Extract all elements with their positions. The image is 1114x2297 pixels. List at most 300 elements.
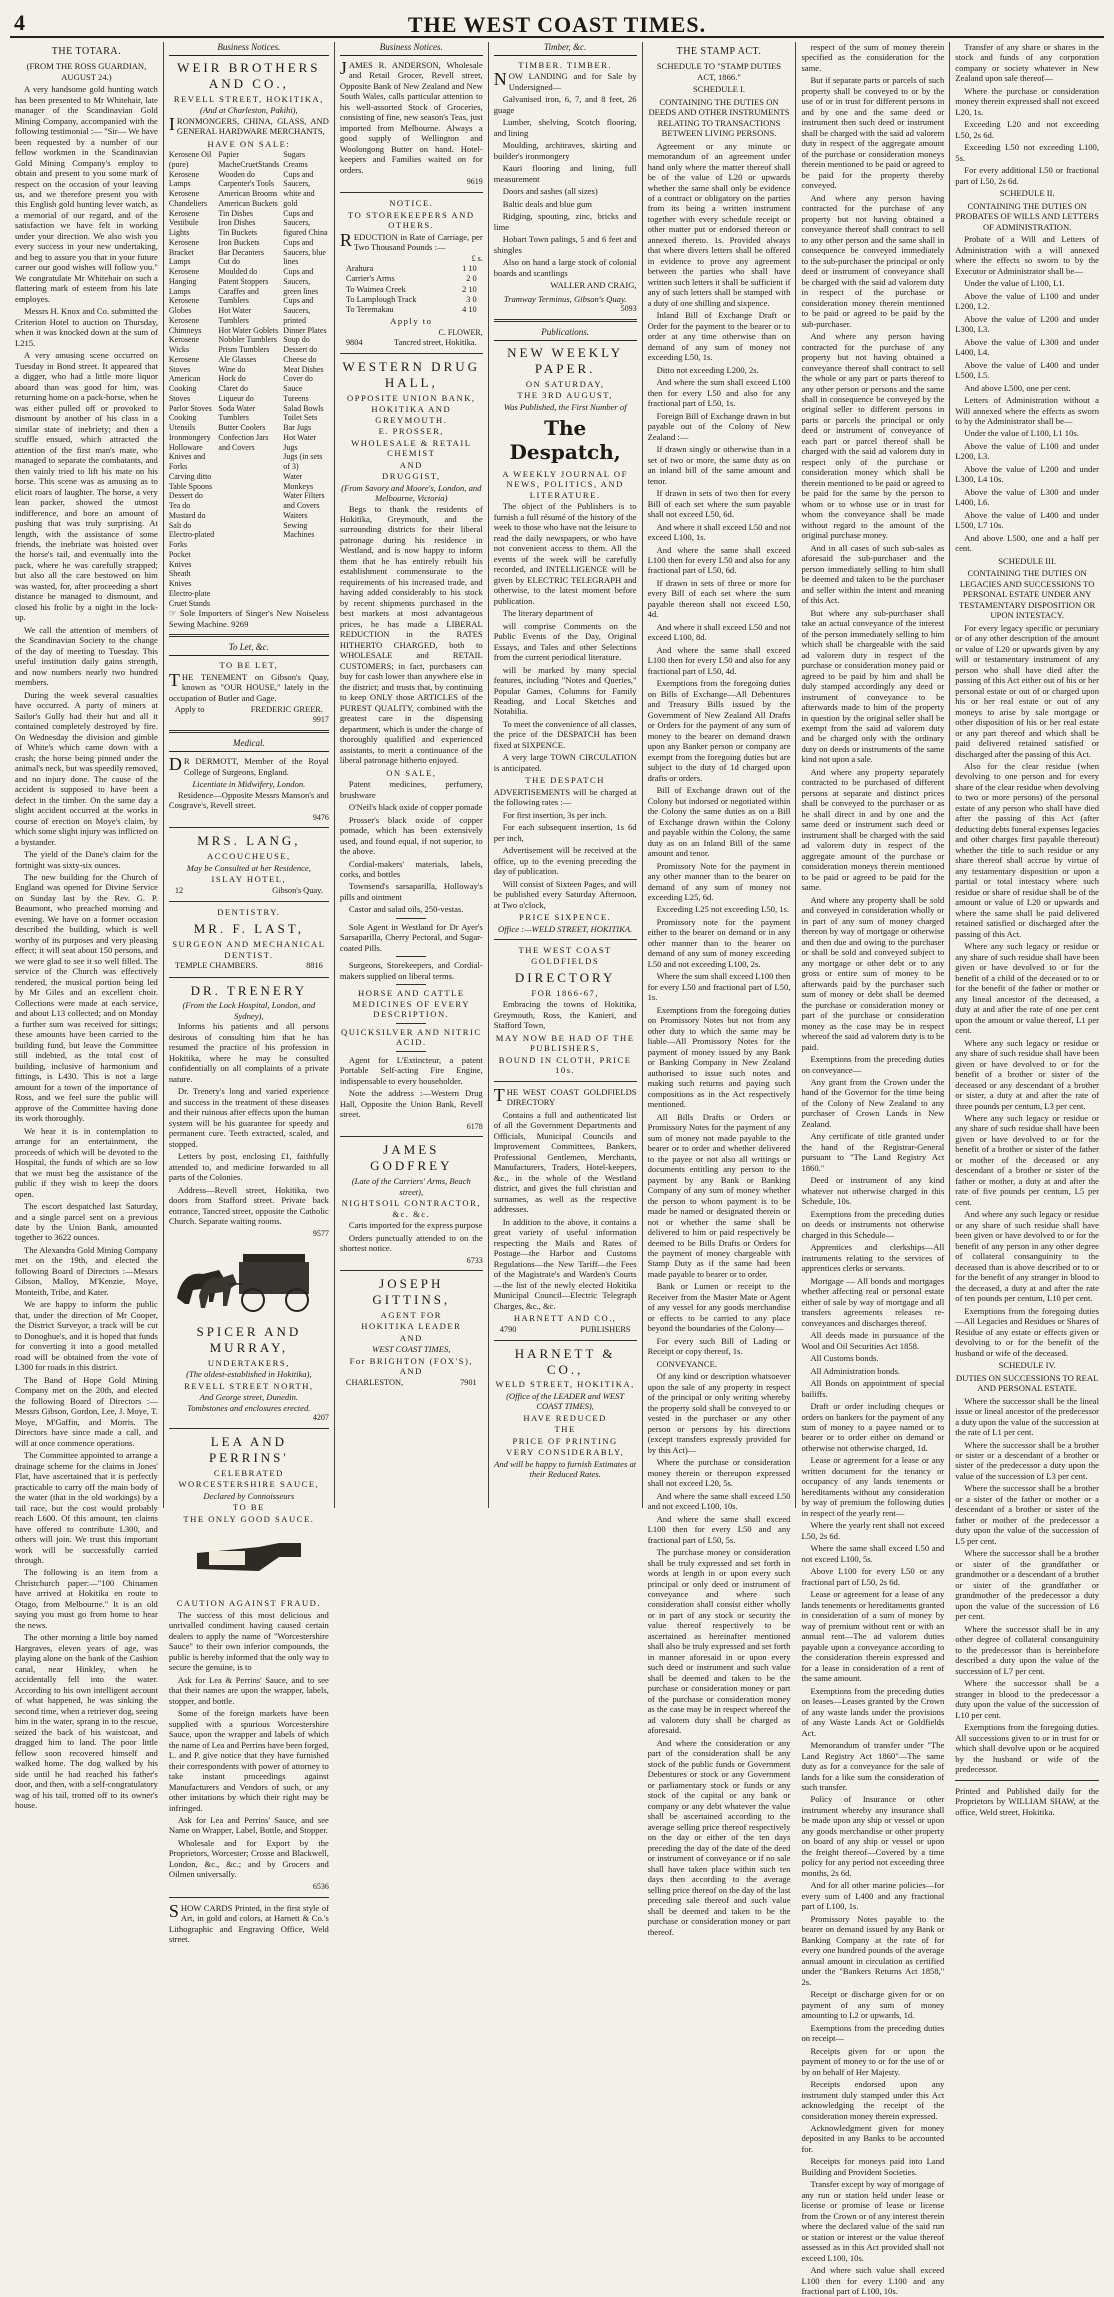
lang-name: MRS. LANG, — [197, 833, 301, 849]
list-item: Soda Water Tumblers — [218, 403, 256, 423]
paragraph: And where such value shall exceed L100 then for every L100 and any fractional part of L100, 10s. — [801, 2265, 945, 2297]
paragraph: Transfer of any share or shares in the stock and funds of any corporation company or society whatever in New Zealand upon sale thereof— — [955, 42, 1099, 84]
lea-declared: Declared by Connoisseurs — [203, 1490, 295, 1501]
paragraph: Moulding, architraves, skirting and builder's ironmongery — [493, 140, 637, 161]
paragraph: Above the value of L400 and under L500, L7 10s. — [955, 509, 1099, 531]
weekly-desc: A WEEKLY JOURNAL OF NEWS, POLITICS, AND LITERATURE. — [502, 468, 628, 500]
weekly-price: PRICE SIXPENCE. — [519, 912, 612, 923]
paragraph: Where the successor shall be a stranger in blood to the predecessor a duty upon the value of the succession of L10 per cent. — [955, 1678, 1099, 1720]
divider — [340, 353, 483, 354]
list-item: Water Filters and Covers — [283, 491, 325, 511]
paragraph: Above the value of L200 and under L300, L4 10s. — [955, 463, 1099, 485]
paragraph: Exceeding L50 not exceeding L100, 5s. — [955, 142, 1099, 163]
paragraph: Under the value of L100, L1. — [964, 278, 1065, 289]
paragraph: Ridging, spouting, zinc, bricks and lime — [493, 211, 637, 232]
gittins-times: WEST COAST TIMES, — [372, 1344, 451, 1355]
lea-celebrated: CELEBRATED — [213, 1467, 284, 1478]
paragraph: Letters of Administration without a Will annexed where the effects as sworn to by the Administrator shall be— — [955, 395, 1099, 426]
drug-onsale: ON SALE, — [386, 767, 437, 778]
paragraph: Ask for Lea and Perrins' Sauce, and see Name on Wrapper, Label, Bottle, and Stopper. — [168, 1815, 329, 1836]
list-item: Hock do — [218, 374, 246, 384]
directory2-role: 4790 PUBLISHERS — [499, 1324, 631, 1334]
list-item: Meat Dishes — [283, 364, 324, 374]
masthead — [10, 8, 1104, 38]
list-item: Kerosene Lamps — [168, 169, 200, 189]
timber-addr: Tramway Terminus, Gibson's Quay. — [503, 293, 627, 304]
weekly-rate2: For each subsequent insertion, 1s 6d per inch, — [493, 822, 637, 843]
paragraph: A very handsome gold hunting watch has been presented to Mr Whitehair, late manager of the Scandinavian Gold Mining Company, accompanied with the following testimonial :— "Sir— We have been requested by a number of our fellow workmen in the Scandinavian Gold Mining Company's employ to obtain and present to you some mark of respect on the occasion of your leaving us, and we therefore present you with this English gold hunting lever watch, as a memorial of our regard, and of the satisfaction we have felt in working under your direction. We also wish you every success in your new undertaking, and beg to assure you that in your future career our good wishes will follow you." We congratulate Mr Whitehair on such a flattering mark of esteem from his late employes. — [15, 84, 158, 304]
directory-bound: BOUND IN CLOTH, PRICE 10s. — [498, 1054, 632, 1076]
rate-value: 2 0 — [466, 274, 477, 284]
section-header: Medical. — [169, 738, 329, 752]
section-header: Business Notices. — [169, 42, 329, 56]
anderson-body: JAMES R. ANDERSON, Wholesale and Retail Grocer, Revell street, Opposite Bank of New Zealand and New South Wales, calls particular attention to his well-assorted Stock of Groceries, consisting of fine, new season's Teas, just imported from Melbourne. Always a good supply of Wellington and Woolongong Butter on hand. Hotel-keepers and Families waited on for orders. — [339, 57, 483, 175]
paragraph: Exemptions from the foregoing duties. All successions given to or in trust for or which shall devolve upon or be acquired by the husband or wife of the predecessor. — [955, 1722, 1099, 1775]
dentistry-title: DENTISTRY. — [217, 906, 281, 917]
list-item: Water Monkeys — [283, 471, 314, 491]
paragraph: The purchase money or consideration shall be truly expressed and set forth in words at length in or upon every such principal or only deed or instrument of conveyance and where such consideration shall consist either wholly or in part of any stock or security the value thereof respectively to be ascertained as hereinafter mentioned shall also be truly expressed and set forth in manner aforesaid in or upon every such deed or instrument and such value shall be deemed and taken to be the purchase or consideration money or part of the purchase or consideration money as the case may be in respect whereof the ad valorem duty shall be charged as aforesaid. — [647, 1547, 791, 1736]
paragraph: Lumber, shelving, Scotch flooring, and lining — [493, 117, 637, 138]
paragraph: Any grant from the Crown under the hand of the Governor for the time being of the Colony of New Zealand to any purchaser of Crown Lands in New Zealand. — [801, 1076, 945, 1129]
dermott-body: DR DERMOTT, Member of the Royal College of Surgeons, England. — [168, 754, 329, 777]
paragraph: Above the value of L300 and under L400, L4. — [955, 336, 1099, 358]
list-item: Iron Buckets — [218, 237, 260, 247]
paragraph: Above the value of L100 and under L200, L3. — [955, 440, 1099, 462]
harnett-price: PRICE OF PRINTING — [512, 1435, 618, 1446]
list-item: Kerosene Oil (pure) — [168, 150, 212, 169]
weekly-office: Office :—WELD STREET, HOKITIKA. — [498, 923, 633, 934]
paragraph: Exceeding L20 and not exceeding L50, 2s 6d. — [955, 119, 1099, 140]
list-item: Cups and Saucers, blue lines — [283, 237, 326, 267]
list-item: Carving ditto — [168, 471, 212, 481]
notice-sub: TO STOREKEEPERS AND OTHERS. — [348, 209, 475, 231]
paragraph: Some of the foreign markets have been supplied with a spurious Worcestershire Sauce, upon the wrapper and labels of which the name of Lea and Perrins have been forged, L. and P. give notice that they have furnished their correspondents with power of attorney to take instant proceedings against Manufacturers and Vendors of such, or any other imitations by which their right may be infringed. — [168, 1708, 329, 1813]
paragraph: Townsend's sarsaparilla, Holloway's pills and ointment — [339, 881, 483, 902]
paragraph: Where any such legacy or residue or any share of such residue shall have been given or have devolved to or for the benefit of a child of the deceased or to or for the benefit of the father or mother or any lineal ancestor of the deceased, a duty at and after the rate of one per cent upon the amount or value thereof, L1 per cent. — [955, 941, 1099, 1036]
divider — [169, 1897, 329, 1898]
paragraph: The escort despatched last Saturday, and a single parcel sent on a previous date by the Union Bank, amounted together to 3622 ounces. — [15, 1201, 158, 1243]
list-item: Moulded do — [218, 267, 258, 277]
divider — [169, 827, 329, 828]
harnett-name: HARNETT & CO., — [514, 1345, 616, 1377]
paragraph: If drawn singly or otherwise than in a set of two or more, the same duty as on an inland bill of the same amount and tenor. — [647, 444, 791, 486]
ad-weir-name: WEIR BROTHERS AND CO., — [177, 59, 321, 91]
paragraph: To meet the convenience of all classes, the price of the DESPATCH has been fixed at SIXPENCE. — [493, 718, 637, 750]
section-header: Timber, &c. — [494, 42, 637, 56]
list-item: Electro-plated Forks — [168, 530, 215, 550]
ad-number: 9577 — [312, 1228, 329, 1238]
paragraph: will comprise Comments on the Public Events of the Day, Original Essays, and Tales and other Selections from the current periodical literature. — [493, 620, 637, 663]
paragraph: The literary department of — [502, 608, 594, 619]
paragraph: Mortgage — All bonds and mortgages whether affecting real or personal estate either of sale by way of mortgage and all transfers agreements releases re-conveyances and discharges thereof. — [801, 1275, 945, 1328]
list-item: American Cooking Stoves — [168, 374, 201, 403]
paragraph: But where any sub-purchaser shall take an actual conveyance of the interest of the person immediately selling to him which shall be chargeable with the said ad valorem duty in respect of the purchase or consideration money paid or agreed to be paid by him and shall be duly stamped accordingly any deed or instrument of conveyance to be afterwards made to him of the property in question by the original seller shall be exempt from the said ad valorem duty and be charged only with the ordinary duty on deeds or instruments of the same kind not upon a sale. — [801, 607, 945, 765]
paragraph: Kauri flooring and lining, full measurement — [493, 163, 637, 184]
directory2-body: Contains a full and authenticated list of all the Government Departments and Officials, Municipal Councils and Improvement Committees, Bankers, Professional Gentlemen, Merchants, Manufacturers, Traders, Hotel-keepers, &c., in the whole of the Westland district, and gives the full christian and surnames, as well as the respective addresses. — [493, 1109, 637, 1215]
dentistry-role: SURGEON AND MECHANICAL DENTIST. — [172, 939, 326, 960]
divider — [169, 634, 329, 637]
paragraph: Inland Bill of Exchange Draft or Order for the payment to the bearer or to order at any time otherwise than on demand of any sum of money not exceeding L50, 1s. — [647, 310, 791, 363]
list-item: Dessert do — [168, 491, 203, 501]
list-item: American Buckets — [218, 198, 278, 208]
dentistry-addr: TEMPLE CHAMBERS. 8816 — [174, 961, 323, 971]
drug-quick: QUICKSILVER AND NITRIC ACID. — [340, 1026, 482, 1048]
rate-row — [340, 305, 483, 315]
paragraph: Receipts given for or upon the payment of money to or for the use of or by on behalf of Her Majesty. — [801, 2045, 945, 2077]
paragraph: The Committee appointed to arrange a drainage scheme for the claims in Jones' Flat, have ascertained that it is perfectly practicable to carry off the main body of the water (that in the old workings) by a tail race, but the cost would probably reach L600. Of this amount, ten claims have offered to contribute L300, and others will join. We trust this important work will be successfully carried through. — [15, 1450, 158, 1565]
list-item: Ale Glasses — [218, 354, 257, 364]
paragraph: Apprentices and clerkships—All instruments relating to the services of apprentices clerks or servants. — [801, 1242, 945, 1274]
paragraph: Hobart Town palings, 5 and 6 feet and shingles — [493, 234, 637, 255]
directory-may: MAY NOW BE HAD OF THE PUBLISHERS, — [495, 1032, 635, 1054]
list-item: Hot Water Goblets — [218, 325, 279, 335]
paragraph: Also on hand a large stock of colonial boards and scantlings — [493, 257, 637, 278]
schedule-3-desc: CONTAINING THE DUTIES ON LEGACIES AND SUCCESSIONS TO PERSONAL ESTATE UNDER ANY TESTAMENTARY DISPOSITION OR UPON INTESTACY. — [959, 568, 1096, 621]
gittins-and: AND — [399, 1332, 423, 1343]
paragraph: Where the same shall exceed L50 and not exceed L100, 5s. — [801, 1543, 945, 1564]
paragraph: Address—Revell street, Hokitika, two doors from Stafford street. Private back entrance, Tancred street, opposite the Catholic Church. Separate waiting rooms. — [168, 1184, 329, 1227]
paragraph: And where the same shall exceed L100 then for every L50 and also for any fractional part of L50, 4d. — [647, 644, 791, 676]
list-item: Sauce Tureens — [283, 384, 309, 403]
schedule-1-desc: CONTAINING THE DUTIES ON DEEDS AND OTHER INSTRUMENTS RELATING TO TRANSACTIONS BETWEEN LIVING PERSONS. — [648, 96, 790, 139]
paper-title: THE WEST COAST TIMES. — [407, 12, 707, 37]
carriage-rates — [340, 264, 483, 315]
trenery-body — [169, 1021, 329, 1226]
paragraph: For every legacy specific or pecuniary or of any other description of the amount or value of L20 or upwards given by any will or testamentary instrument of any person who shall have died after the passing of this Act either out of his or her personal estate or out of or charged upon his or her real estate or out of any moneys to arise by sale mortgage or other disposition of his or her real estate or any part thereof and which shall be paid delivered retained satisfied or discharged after the passing of this Act. — [955, 622, 1099, 759]
list-item: Parlor Stoves — [168, 403, 212, 413]
lang-place: ISLAY HOTEL, — [211, 874, 287, 885]
list-item: Tin Buckets — [218, 228, 258, 238]
paragraph: Letters by post, enclosing £1, faithfully attended to, and medicine forwarded to all parts of the Colonies. — [168, 1151, 329, 1183]
gittins-agent: AGENT FOR — [380, 1310, 442, 1320]
paragraph: Lease or agreement for a lease or any written document for the tenancy or occupancy of any lands tenements or hereditaments without any consideration by way of premium the following duties in respect of the yearly rent— — [801, 1455, 945, 1518]
to-let-body: THE TENEMENT on Gibson's Quay, known as "OUR HOUSE," lately in the occupation of Butler and Gage. — [168, 669, 329, 703]
list-item: Bar Decanters — [218, 247, 264, 257]
drug-surgeons: Surgeons, Storekeepers, and Cordial-makers supplied on liberal terms. — [339, 960, 483, 981]
list-item: Kerosene Globes — [168, 296, 200, 316]
schedule-2: SCHEDULE II. — [999, 188, 1055, 199]
weekly-rate1: For first insertion, 3s per inch. — [502, 809, 608, 820]
list-item: Dessert do — [283, 345, 318, 355]
list-item: Patent Stoppers — [218, 276, 269, 286]
paragraph: All Bills Drafts or Orders or Promissory Notes for the payment of any sum of money not made payable to the bearer or to order and whether delivered to the payee or not also all writings or documents entitling any person to the payment by any Bank or Banking Company of any sum of money whether the person to whom payment is to be made be named or designated therein or not or whether the same shall be delivered to him or paid respectively be deemed to be Bills Drafts or Orders for the payment of money chargeable with Stamp Duty as if the same had been made payable to bearer or to order. — [647, 1111, 791, 1279]
schedule-4-body — [955, 1396, 1099, 1775]
page-number: 4 — [14, 10, 25, 35]
paragraph: Deed or instrument of any kind whatever not otherwise charged in this Schedule, 10s. — [801, 1175, 945, 1207]
separator — [396, 984, 426, 985]
paragraph: Above the value of L100 and under L200, L2. — [955, 290, 1099, 312]
spicer-est: (The oldest-established in Hokitika), — [186, 1369, 312, 1380]
paragraph: All Bonds on appointment of special bailiffs. — [801, 1378, 945, 1399]
timber-items — [494, 94, 637, 278]
paragraph: Promissory Note for the payment in any other manner than to the bearer on demand of any sum of money not exceeding L25, 6d. — [647, 860, 791, 902]
paragraph: Policy of Insurance or other instrument whereby any insurance shall be made upon any ship or vessel or upon any goods merchandise or other property on board of any ship or vessel or upon the freight thereof—Covered by a time policy for any period not exceeding three months, 2s 6d. — [801, 1794, 945, 1878]
paragraph: And where any person having contracted for the purchase of any property but not having obtained a conveyance thereof shall contract to sell the whole or any part or parts thereof to any other person or persons and the same shall in consequence be conveyed by the original seller to different persons in parts or parcels the principal or only deed or instrument of conveyance of each part or parcel thereof shall be charged with the said ad valorem duty in respect only of the purchase or consideration money which shall be therein mentioned to be paid or agreed to be paid for the same by the person to whom or to whose use or in trust for whom the conveyance shall be made without regard to the amount of the original purchase money. — [801, 331, 945, 541]
weekly-contain: Will consist of Sixteen Pages, and will be published every Saturday Afternoon, at Two o'clock, — [493, 878, 637, 910]
divider — [340, 192, 483, 193]
paragraph: Transfer except by way of mortgage of any run or station held under lease or license or promise of lease or license from the Crown or of any interest therein where the declared value of the said run or station or interest or the value thereof assessed as in this Act provided shall not exceed L100, 10s. — [801, 2179, 945, 2263]
paragraph: Above L100 for every L50 or any fractional part of L50, 2s 6d. — [801, 1566, 945, 1587]
paragraph: And in all cases of such sub-sales as aforesaid the sub-purchaser and the person immediately selling to him shall be deemed and taken to be the purchaser and seller within the intent and meaning of this Act. — [801, 542, 945, 606]
paragraph: Any certificate of title granted under the hand of the Registrar-General pursuant to "The Land Registry Act 1860." — [801, 1131, 945, 1173]
rate-value: 4 10 — [462, 305, 477, 315]
stamp-act-body — [648, 141, 791, 1937]
hearse-engraving — [169, 1242, 329, 1320]
paragraph: If drawn in sets of two then for every Bill of each set where the sum payable shall not exceed L50, 6d. — [647, 488, 791, 520]
paragraph: And above L500, one per cent. — [964, 382, 1071, 393]
paragraph: And above L500, one and a half per cent. — [955, 532, 1099, 554]
bottle-icon — [189, 1531, 309, 1591]
weekly-title: NEW WEEKLY PAPER. — [507, 344, 624, 376]
list-item: Cups and Saucers, figured China — [283, 208, 328, 238]
column-7 — [950, 42, 1104, 1817]
paragraph: The new building for the Church of England was opened for Divine Service on Sunday last by the Rev. G. P. Beaumont, who preached morning and evening. We have on a former occasion described the building, which is well worthy of its purposes and very pleasing effect; it will seat about 150 persons, and we were glad to see it so well filled. The service of the Church was effectively rendered, the musical portion being led by Mr Giles and an excellent choir. Collections were made at each service, and about L13 collected; and on Monday a further sum was received for sittings; these amounts have been carried to the building fund, but leave the Committee still indebted, as the total cost of building, inclusive of harmonium and fittings, is L430. This is not a large amount for a town of the importance of Ross, and we feel sure the public will approve of the Committee having done its work thoroughly. — [15, 872, 158, 1124]
drug-agent: Sole Agent in Westland for Dr Ayer's Sarsaparilla, Cherry Pectoral, and Sugar-coated Pills. — [339, 921, 483, 953]
list-item: Confection Jars and Covers — [218, 432, 269, 452]
lang-addr: 12 Gibson's Quay. — [174, 885, 323, 895]
list-item: Hot Water Tumblers — [218, 306, 252, 325]
paragraph: And where the same shall exceed L100 then for every L50 and also for any fractional part of L50, 6d. — [647, 544, 791, 576]
paragraph: Memorandum of transfer under "The Land Registry Act 1860"—The same duty as for a conveyance for the sale of lands for a like sum the consideration of such transfer. — [801, 1740, 945, 1792]
rate-place: Carrier's Arms — [345, 274, 395, 284]
directory2-extra: In addition to the above, it contains a great variety of useful information respecting the Mails and Rates of Postage—the Harbor and Customs Regulations—the New Tariff—the Fees of the Magistrate's and Warden's Courts—the list of the newly elected Hokitika Municipal Council—Electric Telegraph Charges, &c., &c. — [493, 1216, 637, 1311]
paragraph: Of any kind or description whatsoever upon the sale of any property in respect of the principal or only writing whereby the property sold shall be conveyed to or vested in the purchaser or any other person or persons by his directions (except transfers expressly provided for by this Act)— — [647, 1371, 791, 1455]
weekly-despatch: THE DESPATCH — [525, 775, 605, 786]
paragraph: Where the successor shall be a brother or sister or a descendant of a brother or sister of the predecessor a duty upon the value of the succession of L3 per cent. — [955, 1439, 1099, 1481]
paragraph: And where the same shall exceed L50 and not exceed L100, 10s. — [647, 1490, 791, 1512]
godfrey-carts: Carts imported for the express purpose — [348, 1220, 483, 1231]
list-item: Kerosene Bracket Lamps — [168, 237, 200, 267]
drug-and: AND — [399, 459, 423, 470]
paragraph: A very large TOWN CIRCULATION is anticipated. — [493, 752, 637, 773]
list-item: Tea do — [168, 501, 191, 511]
drug-trade: WHOLESALE & RETAIL CHEMIST — [351, 437, 472, 459]
stamp-act-title: THE STAMP ACT. — [676, 46, 762, 57]
paragraph: The object of the Publishers is to furnish a full résumé of the history of the week to those who have not the leisure to read the daily newspapers, or who have not convenient access to them. All the events of the week will be carefully recorded, and INTELLIGENCE will be given by ELECTRIC TELEGRAPH and otherwise, to the latest moment before publication. — [493, 501, 637, 606]
paragraph: We are happy to inform the public that, under the direction of Mr Cooper, the District Surveyor, a track will be cut to Donoghue's, and it is hoped that funds for converting it into a good metalled road will be obtained from the vote of L300 for roads in this district. — [15, 1299, 158, 1373]
section-header: To Let, &c. — [169, 642, 329, 656]
drug-druggist: DRUGGIST, — [382, 471, 441, 482]
columns — [10, 42, 1104, 2297]
rate-row — [340, 274, 483, 284]
list-item: Carpenter's Tools — [218, 179, 275, 189]
divider — [169, 1428, 329, 1429]
list-item: Cooking Utensils — [168, 413, 197, 433]
drug-note: Note the address :—Western Drug Hall, Opposite the Union Bank, Revell street. — [339, 1088, 483, 1120]
paragraph: Promissory note for the payment either to the bearer on demand or in any other manner than to the bearer on demand of any sum of money exceeding L50 and not exceeding L100, 2s. — [647, 916, 791, 969]
list-item: Holloware — [168, 442, 203, 452]
list-item: Papier MacheCruetStands — [218, 150, 280, 169]
paragraph: Where the yearly rent shall not exceed L50, 2s 6d. — [801, 1520, 945, 1541]
gittins-name: JOSEPH GITTINS, — [372, 1276, 451, 1308]
paragraph: Ditto not exceeding L200, 2s. — [656, 364, 759, 375]
paragraph: The Alexandra Gold Mining Company met on the 19th, and elected the following Board of Directors :—Messrs Gibson, Malloy, M'Kenzie, Moye, Monteith, Tribe, and Kater. — [15, 1244, 158, 1297]
list-item: Wooden do — [218, 169, 255, 179]
lea-body — [169, 1610, 329, 1880]
ad-number: 9917 — [312, 715, 329, 725]
imprint: Printed and Published daily for the Proprietors by WILLIAM SHAW, at the office, Weld street, Hokitika. — [955, 1785, 1099, 1817]
schedule-3-body — [955, 623, 1099, 1358]
list-item: Cups and Saucers, white and gold — [283, 169, 315, 208]
schedule-2-desc: CONTAINING THE DUTIES ON PROBATES OF WILLS AND LETTERS OF ADMINISTRATION. — [955, 200, 1099, 232]
paragraph: Where the sum shall exceed L100 then for every L50 and fractional part of L50, 1s. — [647, 971, 791, 1003]
weekly-body — [494, 501, 637, 773]
divider — [494, 319, 637, 322]
paragraph: All Administration bonds. — [810, 1365, 900, 1376]
list-item: Creams — [283, 159, 308, 169]
paragraph: Acknowledgment given for money deposited in any Banks to be accounted for. — [801, 2123, 945, 2154]
paragraph: O'Neil's black oxide of copper pomade — [348, 802, 483, 813]
paragraph: And where the sum shall exceed L100 then for every L50 and also for any fractional part of L50, 1s. — [647, 377, 791, 409]
paragraph: Foreign Bill of Exchange drawn in but payable out of the Colony of New Zealand :— — [647, 410, 791, 442]
separator — [396, 956, 426, 957]
article-body — [15, 84, 158, 1810]
list-item: Prism Tumblers — [218, 345, 270, 355]
dermott-residence: Residence—Opposite Messrs Manson's and Cosgrave's, Revell street. — [168, 789, 329, 811]
trenery-name: DR. TRENERY — [190, 982, 308, 998]
despatch-masthead: The Despatch, — [509, 416, 621, 465]
drug-prop: E. PROSSER, — [378, 426, 445, 437]
paragraph: CONVEYANCE. — [656, 1358, 717, 1369]
divider — [169, 977, 329, 978]
schedule-3: SCHEDULE III. — [998, 555, 1057, 566]
paragraph: Under the value of L100, L1 10s. — [964, 428, 1079, 439]
paragraph: Where any such legacy or residue or any share of such residue shall have been given or have devolved to or for the benefit of a brother or sister of the father or mother of the deceased or any descendant of a brother or sister of the father or mother, a duty at and after the rate of five pounds per centum, L5 per cent. — [955, 1112, 1099, 1207]
drug-from: (From Savory and Moore's, London, and Melbourne, Victoria) — [341, 482, 482, 504]
paragraph: Begs to thank the residents of Hokitika, Greymouth, and the surrounding districts for their liberal patronage during his residence in Westland, and is now happy to inform them that he has entirely rebuilt his establishment commensurate to the requirements of his increased trade, and having added considerably to his stock by recent shipments purchased in the best markets at most advantageous prices, he has made a LIBERAL REDUCTION in the RATES HITHERTO CHARGED, both to WHOLESALE and RETAIL CUSTOMERS; in fact, purchasers can buy for cash lower than anywhere else in the district; and trusts that, by continuing to keep ONLY those ARTICLES of the PUREST QUALITY, combined with the greatest care in the dispensing department, which is under the charge of thoroughly qualified and experienced assistants, to merit a continuance of the liberal patronage hitherto enjoyed. — [339, 503, 483, 766]
divider — [169, 901, 329, 902]
paragraph: Prosser's black oxide of copper pomade, which has been extensively used, and found equal, if not superior, to the above. — [339, 814, 483, 857]
paragraph: A very amusing scene occurred on Tuesday in Bond street. It appeared that a digger, who had a little more liquor aboard than was good for him, was returning home on a pack-horse, when he was either pulled off or provoked to dismount by another of his class in a similar state of inebriety; and then a scuffle ensued, which attracted the attention of the first man's mate, who managed to separate the combatants, and then vainly tried to lift his mate on his horse. This scene was as amusing as to elicit roars of laughter. The horse, a very lean packer, showed the utmost indifference, and bore an amount of pushing that was truly surprising. At length, with the assistance of some friends, the inebriate was hoisted over the horse's tail, and eventually into the pack, where he was carefully strapped; but also all the care bestowed on him was wasted, for, after proceeding a short distance he managed to dismount, and closed his frolic by a night in the lock-up. — [15, 350, 158, 623]
paragraph: Above the value of L200 and under L300, L3. — [955, 313, 1099, 335]
stamp-act-continued — [801, 42, 944, 2297]
article-source: (FROM THE ROSS GUARDIAN, AUGUST 24.) — [26, 61, 147, 82]
list-item: Waiters — [283, 510, 308, 520]
paragraph: Where the successor shall be a brother or a sister of the father or mother or a descendant of a brother or sister of the father or mother of the predecessor a duty upon the value of the succession of L5 per cent. — [955, 1483, 1099, 1546]
dermott-licence: Licentiate in Midwifery, London. — [192, 779, 306, 790]
list-item: Electro-plate Cruet Stands — [168, 588, 211, 608]
ad-weir-branch: (And at Charleston, Pakihi), — [200, 105, 298, 116]
dentistry-name: MR. F. LAST, — [193, 921, 304, 937]
paragraph: During the week several casualties have occurred. A party of miners at Sailor's Gully had their hut and all it contained completely destroyed by fire. On Wednesday the division and gimble of White's which came down with a crash; the horse being pinned under the animal's neck, but was speedily removed, and no injury done. The cause of the accident is supposed to have been a defect in the timber. On the same day a slight accident occurred at the works in course of erection on Moye's claim, by which some slight injury was inflicted on a bystander. — [15, 689, 158, 847]
paragraph: And where it shall exceed L50 and not exceed L100, 8d. — [647, 621, 791, 643]
timber-body: NOW LANDING and for Sale by Undersigned— — [493, 69, 637, 92]
column-2 — [164, 42, 335, 1945]
notice-apply: Apply to — [390, 316, 433, 327]
paragraph: Also for the clear residue (when devolving to one person and for every share of the clear residue when devolving to two or more persons) of the personal estate of any person who shall have died after the passing of this Act (after deducting debts funeral expenses legacies and other charges first payable thereout) whether the title to such residue or any share thereof shall accrue by virtue of any testamentary disposition or upon a partial or total intestacy where such residue or share of residue shall be of the amount or value of L20 or upwards and where the same shall be paid delivered retained satisfied or discharged after the passing of this Act. — [955, 761, 1099, 939]
separator — [396, 918, 426, 919]
directory-embracing: Embracing the towns of Hokitika, Greymouth, Ross, the Kanieri, and Stafford Town, — [493, 999, 637, 1031]
paragraph: Exemptions from the preceding duties on leases—Leases granted by the Crown of any waste lands under the provisions of any Waste Lands Act or Goldfields Act. — [801, 1685, 945, 1738]
rate-value: 2 10 — [462, 284, 477, 294]
lea-name: LEA AND PERRINS' — [208, 1434, 289, 1466]
spicer-stones: Tombstones and enclosures erected. — [187, 1402, 311, 1413]
timber-title: TIMBER. TIMBER. — [518, 59, 613, 70]
spicer-role: UNDERTAKERS, — [207, 1358, 290, 1368]
paragraph: Promissory Notes payable to the bearer on demand issued by any Bank or Banking Company at the rate of for every one hundred pounds of the average annual amount in circulation as certified under the "Bankers Returns Act 1858," 2s. — [801, 1913, 945, 1987]
stamp-schedule: SCHEDULE TO "STAMP DUTIES ACT, 1866." — [656, 61, 782, 82]
list-item: Hot Water Jugs — [283, 432, 317, 452]
ad-number: 9476 — [312, 812, 329, 822]
column-4 — [489, 42, 643, 1508]
divider — [494, 1081, 637, 1082]
rate-place: To Teremakau — [345, 305, 394, 315]
list-item: Kerosene Stoves — [168, 354, 200, 374]
article-title: THE TOTARA. — [51, 46, 122, 57]
paragraph: Dr. Trenery's long and varied experience and success in the treatment of these diseases and their ruinous after effects upon the human system will be his guarantee for speedy and permanent cure. Teeth extracted, scaled, and stopped. — [168, 1086, 329, 1149]
paragraph: Exemptions from the foregoing duties—All Legacies and Residues or Shares of Residue of any estate or effects given or devolving to or for the benefit of the husband or wife of the deceased. — [955, 1305, 1099, 1358]
paragraph: Where the purchase or consideration money therein expressed shall not exceed L20, 1s. — [955, 85, 1099, 117]
godfrey-late: (Late of the Carriers' Arms, Beach street), — [351, 1176, 471, 1197]
paragraph: Exemptions from the foregoing duties on Promissory Notes but not from any other duty to which the same may be liable—All Promissory Notes for the payment of money issued by any Bank or Banking Company in New Zealand authorised to issue such notes and making such returns and paying such compositions as in the Act respectively mentioned. — [647, 1004, 791, 1110]
spicer-name: SPICER AND MURRAY, — [196, 1324, 302, 1356]
paragraph: But if separate parts or parcels of such property shall be conveyed to or by the use of or in trust for different persons in and by one and the same deed or instrument then such deed or instrument shall be charged with the said ad valorem duty in respect of the aggregate amount of the purchase or consideration moneys therein mentioned to be paid or agreed to be paid for the property thereby conveyed. — [801, 75, 945, 191]
paragraph: If drawn in sets of three or more for every Bill of each set where the sum payable thereon shall not exceed L50, 4d. — [647, 577, 791, 620]
paragraph: Exemptions from the foregoing duties on Bills of Exchange—All Debentures and Treasury Bills issued by the Government of New Zealand All Drafts or Orders for the payment of any sum of money to the bearer on demand drawn upon any Banker person or company are exempt from the foregoing duties but are subject to the duty of 1d charged upon drafts or orders. — [647, 678, 791, 783]
godfrey-name: JAMES GODFREY — [370, 1142, 453, 1174]
godfrey-orders: Orders punctually attended to on the shortest notice. — [339, 1232, 483, 1254]
timber-firm: WALLER AND CRAIG, — [550, 280, 637, 291]
ad-number: 6536 — [312, 1881, 329, 1891]
paragraph: Exemptions from the preceding duties on receipt— — [801, 2022, 945, 2044]
list-item: Tin Dishes — [218, 208, 254, 218]
gittins-for: For BRIGHTON (FOX'S), AND — [349, 1355, 473, 1377]
hearse-illustration — [169, 1244, 329, 1318]
column-1 — [10, 42, 164, 1811]
harnett-the: THE — [554, 1424, 576, 1435]
list-item: Pocket Knives — [168, 549, 192, 569]
paragraph: Galvanised iron, 6, 7, and 8 feet, 26 guage — [493, 94, 637, 115]
list-item: Butter Coolers — [218, 423, 266, 433]
ad-weir-trade: IRONMONGERS, CHINA, GLASS, AND GENERAL HARDWARE MERCHANTS, — [168, 113, 329, 137]
list-item: Kerosene Wicks — [168, 335, 200, 355]
list-item: Cover do — [283, 374, 313, 384]
divider — [494, 1340, 637, 1341]
ad-number: 6178 — [466, 1121, 483, 1131]
paragraph: Bill of Exchange drawn out of the Colony but indorsed or negotiated within the Colony the same duties as on a Bill of Exchange drawn within the Colony and payable within the Colony, the same duty as on an Inland Bill of the same amount and tenor. — [647, 785, 791, 859]
paragraph: We hear it is in contemplation to arrange for an entertainment, the proceeds of which will be devoted to the Hospital, the funds of which are so low that we must beg the assistance of the public if they wish to keep the doors open. — [15, 1125, 158, 1199]
paragraph: Above the value of L400 and under L500, L5. — [955, 359, 1099, 381]
to-let-apply: Apply to FREDERIC GREER. — [174, 705, 323, 715]
separator — [396, 1051, 426, 1052]
paragraph: Bank or Lumen or receipt to the Receiver from the Master Mate or Agent of any vessel for any goods merchandise or effects to be carried to any place beyond the boundaries of the Colony— — [647, 1281, 791, 1334]
notice-unit: £ s. — [471, 254, 483, 264]
paragraph: Probate of a Will and Letters of Administration with a will annexed where the effects so sworn to by the Executor or Administrator shall be— — [955, 234, 1099, 276]
list-item: Nobbler Tumblers — [218, 335, 277, 345]
harnett-office: (Office of the LEADER and WEST COAST TIMES), — [506, 1390, 625, 1412]
list-item: Sheath Knives — [168, 569, 192, 589]
rate-value: 3 0 — [466, 294, 477, 304]
list-item: Sugars — [283, 150, 306, 160]
paragraph: We call the attention of members of the Scandinavian Society to the change of the day of meeting to Tuesday. This useful institution daily gains strength, and now numbers nearly two hundred members. — [15, 624, 158, 688]
drug-items — [340, 779, 483, 915]
paragraph: will be marked by many special features, including "Notes and Queries," Popular Games, Columns for Family Reading, and Local Sketches and Notabilia. — [493, 664, 637, 717]
lang-role: ACCOUCHEUSE, — [207, 851, 291, 862]
rate-value: 1 10 — [462, 264, 477, 274]
paragraph: Messrs H. Knox and Co. submitted the Criterion Hotel to auction on Thursday, when it was knocked down at the sum of L215. — [15, 306, 158, 348]
directory2-firm: HARNETT AND CO., — [513, 1313, 617, 1324]
lea-sauce: WORCESTERSHIRE SAUCE, — [178, 1479, 320, 1490]
harnett-have: HAVE REDUCED — [523, 1412, 607, 1423]
schedule-4: SCHEDULE IV. — [998, 1360, 1056, 1371]
list-item: Salad Bowls — [283, 403, 324, 413]
list-item: Sewing Machines — [283, 520, 315, 540]
ad-weir-sale: HAVE ON SALE: — [207, 138, 291, 149]
paragraph: Receipts for moneys paid into Land Building and Provident Societies. — [801, 2156, 945, 2177]
column-3 — [335, 42, 489, 1508]
list-item: Cups and Saucers, printed — [283, 296, 314, 325]
list-item: Soup do — [283, 335, 310, 345]
